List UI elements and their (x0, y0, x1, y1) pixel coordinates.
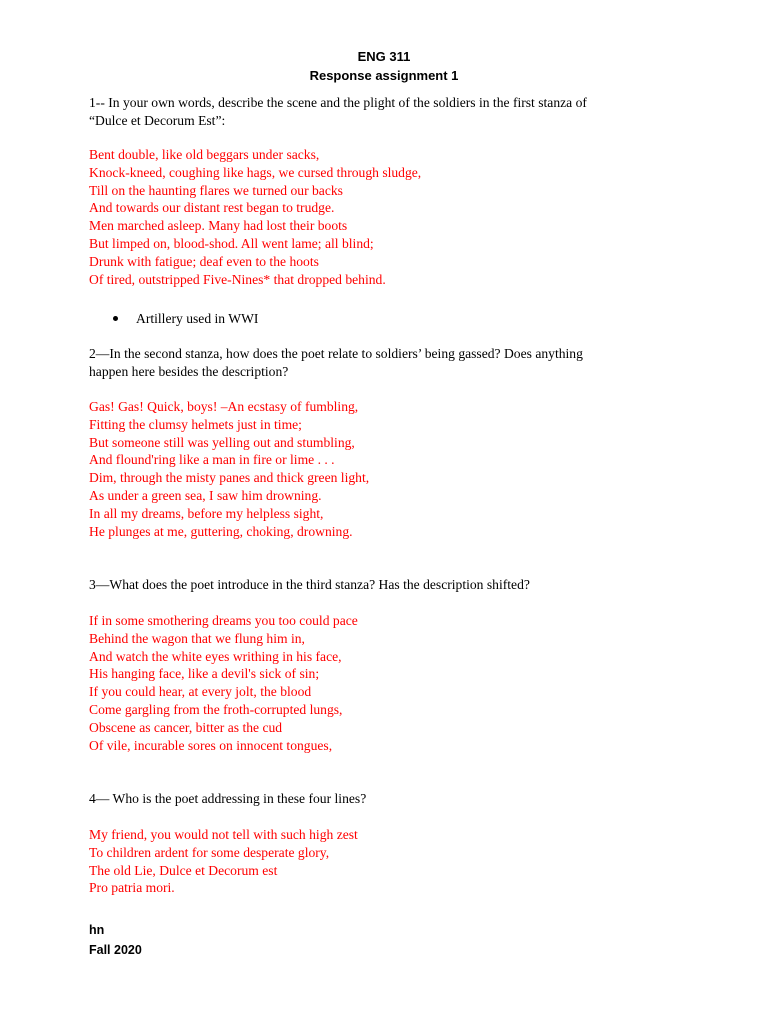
stanza-line: Obscene as cancer, bitter as the cud (89, 719, 283, 735)
author-initials: hn (89, 923, 105, 937)
stanza-4 (89, 826, 649, 897)
stanza-line: But someone still was yelling out and stumbling, (89, 434, 355, 450)
stanza-line: Knock-kneed, coughing like hags, we cursed through sludge, (89, 164, 422, 180)
question-1-line-1: 1-- In your own words, describe the scene and the plight of the soldiers in the first stanza of (89, 95, 587, 110)
stanza-line: He plunges at me, guttering, choking, drowning. (89, 523, 353, 539)
stanza-line: Of tired, outstripped Five-Nines* that dropped behind. (89, 271, 386, 287)
stanza-line: Behind the wagon that we flung him in, (89, 630, 305, 646)
stanza-1 (89, 146, 649, 288)
term-label: Fall 2020 (89, 943, 142, 957)
stanza-2 (89, 398, 649, 540)
question-4-line-1: 4— Who is the poet addressing in these four lines? (89, 791, 367, 806)
stanza-line: Men marched asleep. Many had lost their boots (89, 218, 348, 234)
stanza-line: Come gargling from the froth-corrupted lungs, (89, 701, 343, 717)
stanza-line: If you could hear, at every jolt, the blood (89, 684, 312, 700)
stanza-line: And towards our distant rest began to trudge. (89, 200, 335, 216)
question-3-prompt (89, 576, 689, 594)
stanza-line: Drunk with fatigue; deaf even to the hoots (89, 253, 319, 269)
stanza-line: Bent double, like old beggars under sacks, (89, 147, 320, 162)
stanza-line: But limped on, blood-shod. All went lame; all blind; (89, 235, 374, 251)
stanza-line: His hanging face, like a devil's sick of sin; (89, 666, 320, 682)
stanza-line: Gas! Gas! Quick, boys! –An ecstasy of fumbling, (89, 399, 359, 414)
stanza-3 (89, 612, 649, 754)
course-title: ENG 311 (357, 49, 411, 64)
bullet-dot-icon (113, 316, 118, 321)
stanza-line: Fitting the clumsy helmets just in time; (89, 416, 302, 432)
question-3-line-1: 3—What does the poet introduce in the third stanza? Has the description shifted? (89, 577, 530, 592)
stanza-line: As under a green sea, I saw him drowning. (89, 487, 322, 503)
stanza-line: And flound'ring like a man in fire or lime . . . (89, 452, 335, 468)
stanza-line: To children ardent for some desperate glory, (89, 844, 330, 860)
stanza-line: Till on the haunting flares we turned our backs (89, 182, 343, 198)
stanza-line: In all my dreams, before my helpless sight, (89, 505, 324, 521)
stanza-line: Of vile, incurable sores on innocent tongues, (89, 737, 333, 753)
question-2-prompt (89, 345, 689, 380)
stanza-line: The old Lie, Dulce et Decorum est (89, 862, 278, 878)
stanza-line: Pro patria mori. (89, 880, 175, 896)
footnote-text: Artillery used in WWI (136, 311, 259, 326)
question-4-prompt (89, 790, 689, 808)
stanza-line: If in some smothering dreams you too could pace (89, 613, 358, 628)
question-2-line-2: happen here besides the description? (89, 363, 289, 379)
question-1-prompt (89, 94, 689, 129)
question-1-line-2: “Dulce et Decorum Est”: (89, 112, 226, 128)
stanza-line: And watch the white eyes writhing in his face, (89, 648, 342, 664)
stanza-line: My friend, you would not tell with such high zest (89, 827, 358, 842)
question-2-line-1: 2—In the second stanza, how does the poet relate to soldiers’ being gassed? Does anything (89, 346, 583, 361)
assignment-title: Response assignment 1 (309, 68, 459, 83)
stanza-line: Dim, through the misty panes and thick green light, (89, 470, 370, 486)
